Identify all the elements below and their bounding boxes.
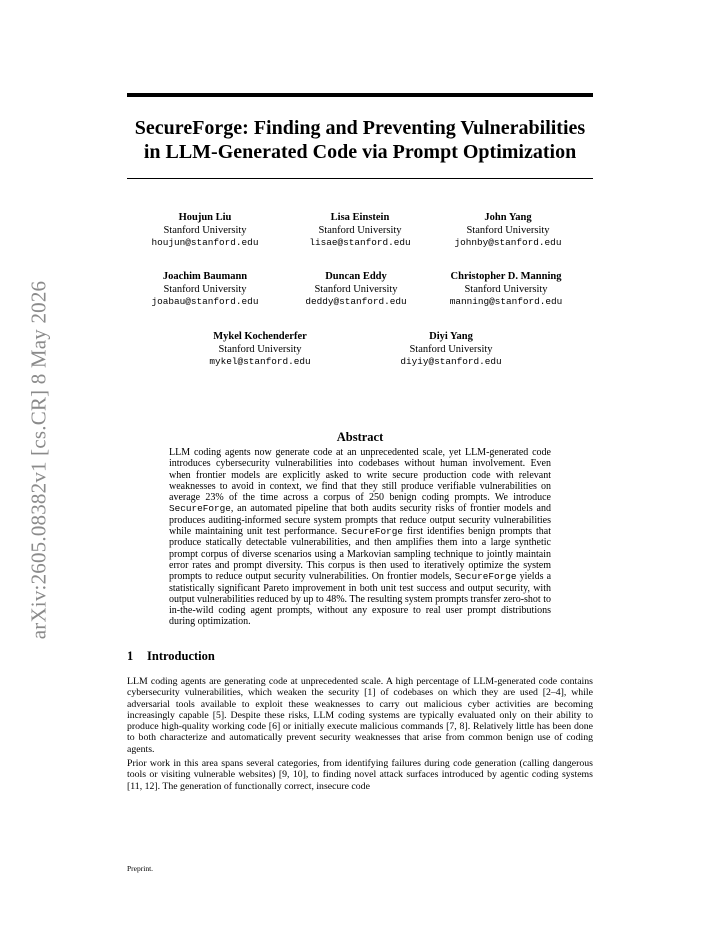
author-affiliation: Stanford University (218, 343, 302, 355)
author-block (120, 212, 290, 250)
author-email[interactable]: diyiy@stanford.edu (400, 356, 502, 367)
abstract-part: , an automated pipeline that both audits security risks of frontier models and produces auditing-informed secure system prompts that reduce output security vulnerabilities while maintaining unit test performance. (169, 503, 551, 538)
author-block (120, 271, 290, 309)
abstract-heading: Abstract (336, 430, 384, 444)
author-affiliation: Stanford University (466, 224, 550, 236)
author-block (271, 271, 441, 309)
author-email[interactable]: houjun@stanford.edu (151, 237, 259, 248)
author-name: John Yang (484, 212, 532, 223)
section-heading (127, 649, 215, 664)
author-email[interactable]: lisae@stanford.edu (309, 237, 411, 248)
abstract-part: first identifies benign prompts that produce statically detectable vulnerabilities, and then amplifies them into a large synthetic prompt corpus of diverse scenarios using a Markovian sampling technique to jointly maintain error rates and prompt diversity. This corpus is then used to iteratively optimize the system prompts to reduce output security vulnerabilities. On frontier models, (169, 526, 551, 583)
author-affiliation: Stanford University (314, 283, 398, 295)
author-block (175, 331, 345, 369)
paper-title (127, 116, 593, 164)
author-affiliation: Stanford University (409, 343, 493, 355)
author-email[interactable]: mykel@stanford.edu (209, 356, 311, 367)
author-name: Joachim Baumann (162, 271, 248, 282)
system-name: SecureForge (454, 571, 517, 583)
author-name: Christopher D. Manning (450, 271, 562, 282)
author-name: Houjun Liu (178, 212, 232, 223)
author-email[interactable]: joabau@stanford.edu (151, 296, 259, 307)
author-name: Lisa Einstein (330, 212, 390, 223)
section-title: Introduction (147, 649, 215, 663)
author-name: Duncan Eddy (325, 271, 387, 282)
author-affiliation: Stanford University (163, 283, 247, 295)
author-affiliation: Stanford University (163, 224, 247, 236)
author-name: Mykel Kochenderfer (213, 331, 307, 342)
title-line-2: in LLM-Generated Code via Prompt Optimization (143, 141, 577, 163)
title-bottom-rule (127, 178, 593, 179)
author-block (275, 212, 445, 250)
author-email[interactable]: johnby@stanford.edu (454, 237, 562, 248)
footer-note: Preprint. (127, 864, 154, 873)
arxiv-stamp-text: arXiv:2605.08382v1 [cs.CR] 8 May 2026 (26, 280, 51, 640)
author-block (423, 212, 593, 250)
abstract-text (169, 447, 551, 628)
author-block (421, 271, 591, 309)
author-email[interactable]: deddy@stanford.edu (305, 296, 407, 307)
title-top-rule (127, 93, 593, 97)
system-name: SecureForge (169, 503, 231, 515)
arxiv-stamp (24, 262, 54, 658)
intro-paragraph-2: Prior work in this area spans several categories, from identifying failures during code generation (calling dangerous tools or visiting vulnerable websites) [9, 10], to finding novel attack surfaces introduced by agentic coding systems [11, 12]. The generation of functionally correct, insecure code (127, 758, 593, 792)
section-number: 1 (127, 649, 134, 663)
title-line-1: SecureForge: Finding and Preventing Vulnerabilities (134, 117, 586, 139)
intro-paragraph-1: LLM coding agents are generating code at unprecedented scale. A high percentage of LLM-generated code contains cybersecurity vulnerabilities, which weaken the security [1] of codebases on which they are used [2–4], while adversarial tools available to exploit these weaknesses to carry out malicious cyber activities are becoming increasingly capable [5]. Despite these risks, LLM coding systems are typically evaluated only on their ability to produce high-quality working code [6] or initially execute malicious commands [7, 8]. Relatively little has been done to both characterize and automatically prevent security weaknesses that arise from common benign use of coding agents. (127, 676, 593, 755)
system-name: SecureForge (341, 526, 404, 538)
author-affiliation: Stanford University (318, 224, 402, 236)
author-affiliation: Stanford University (464, 283, 548, 295)
author-email[interactable]: manning@stanford.edu (449, 296, 563, 307)
abstract-part: yields a statistically significant Pareto improvement in both unit test success and output security, with output vulnerabilities reduced by up to 48%. The resulting system prompts transfer zero-shot to in-the-wild coding agent prompts, without any exposure to real user prompt distributions during optimization. (169, 571, 552, 628)
abstract-part: LLM coding agents now generate code at an unprecedented scale, yet LLM-generated code introduces cybersecurity vulnerabilities into codebases without human involvement. Even when frontier models are explicitly asked to write secure production code with relevant weaknesses to avoid in context, we find that they still produce verifiable vulnerabilities on average 23% of the time across a corpus of 250 benign coding prompts. We introduce (169, 447, 551, 504)
author-name: Diyi Yang (429, 331, 473, 342)
author-block (366, 331, 536, 369)
